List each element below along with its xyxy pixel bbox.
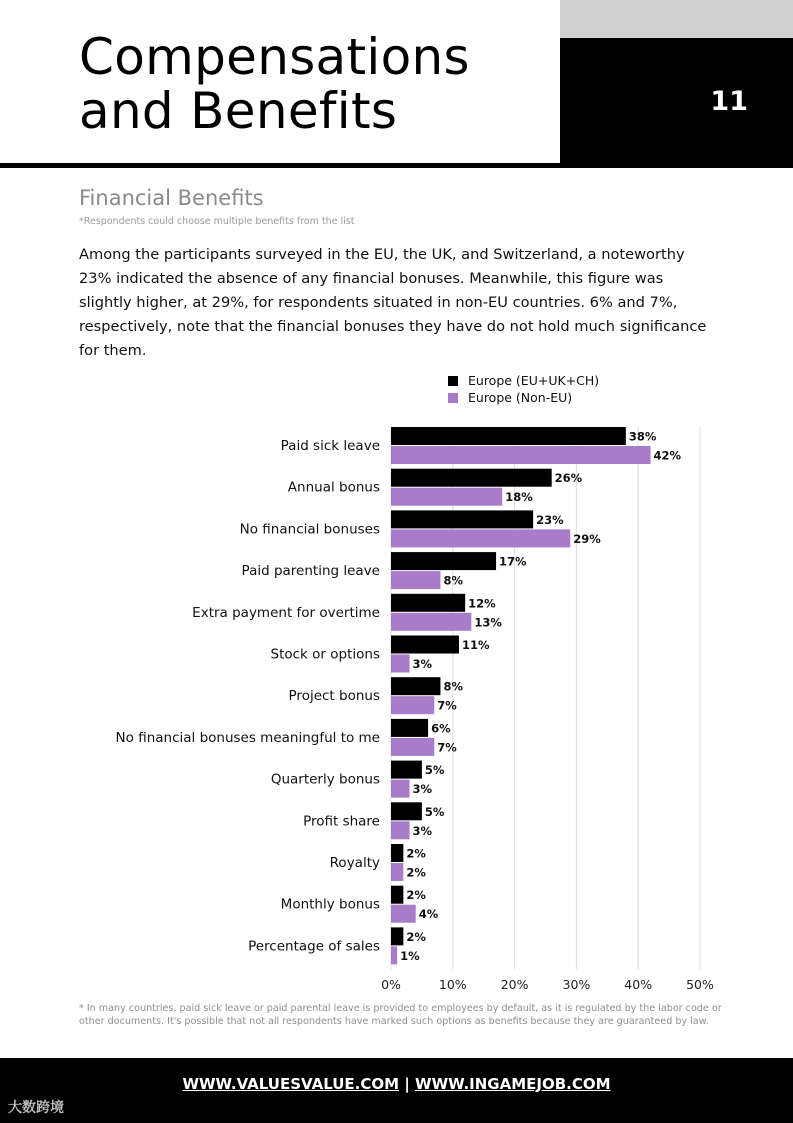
page-title bbox=[79, 30, 470, 138]
bar-series-1 bbox=[391, 886, 403, 904]
bar-series-1 bbox=[391, 844, 403, 862]
data-label: 3% bbox=[412, 657, 433, 671]
footer-link-valuesvalue[interactable]: WWW.VALUESVALUE.COM bbox=[182, 1075, 400, 1093]
page-number: 11 bbox=[710, 86, 748, 117]
intro-paragraph: Among the participants surveyed in the EU, the UK, and Switzerland, a noteworthy 23% indicated the absence of any financial bonuses. Meanwhile, this figure was slightly higher, at 29%, for respondents situated in non-EU countries. 6% and 7%, respectively, note that the financial bonuses they have do not hold much significance for them. bbox=[79, 246, 707, 359]
bar-series-2 bbox=[391, 529, 570, 547]
chart-legend bbox=[448, 372, 599, 406]
data-label: 2% bbox=[406, 865, 426, 880]
x-tick-label: 10% bbox=[438, 977, 467, 993]
category-label: Extra payment for overtime bbox=[192, 604, 380, 621]
data-label: 7% bbox=[437, 740, 457, 755]
data-label: 2% bbox=[406, 888, 426, 903]
data-label: 7% bbox=[437, 698, 457, 713]
data-label: 1% bbox=[400, 948, 420, 963]
x-tick-label: 0% bbox=[381, 977, 401, 993]
x-tick-label: 50% bbox=[686, 977, 714, 993]
category-label: Monthly bonus bbox=[280, 896, 380, 913]
bar-series-2 bbox=[391, 488, 502, 506]
legend-item-series-2 bbox=[448, 389, 599, 406]
data-label: 3% bbox=[412, 782, 433, 797]
bar-series-1 bbox=[391, 510, 533, 528]
section-note: *Respondents could choose multiple benefits from the list bbox=[79, 216, 355, 227]
bar-series-2 bbox=[391, 446, 651, 464]
category-label: Annual bonus bbox=[287, 479, 380, 496]
data-label: 29% bbox=[573, 531, 601, 546]
bar-series-2 bbox=[391, 946, 397, 964]
data-label: 5% bbox=[424, 763, 445, 778]
category-label: Royalty bbox=[329, 855, 380, 871]
data-label: 13% bbox=[474, 615, 502, 630]
data-label: 3% bbox=[412, 823, 433, 838]
bar-series-2 bbox=[391, 655, 410, 673]
footer-separator: | bbox=[404, 1075, 410, 1093]
data-label: 42% bbox=[653, 448, 682, 463]
category-label: Paid sick leave bbox=[280, 438, 380, 454]
data-label: 17% bbox=[499, 554, 527, 569]
bar-series-2 bbox=[391, 571, 440, 589]
data-label: 23% bbox=[536, 512, 564, 527]
category-label: No financial bonuses bbox=[239, 521, 380, 538]
data-label: 8% bbox=[443, 679, 463, 694]
legend-item-series-1 bbox=[448, 372, 599, 389]
bar-series-2 bbox=[391, 613, 471, 631]
category-label: Paid parenting leave bbox=[241, 563, 380, 580]
data-label: 6% bbox=[431, 721, 451, 736]
bar-series-1 bbox=[391, 552, 496, 570]
data-label: 2% bbox=[406, 929, 426, 944]
watermark-logo: 大数跨境 bbox=[8, 1100, 64, 1116]
footnote: * In many countries, paid sick leave or paid parental leave is provided to employees by default, as it is regulated by the labor code or other documents. It's possible that not all respondents have marked such options as benefits because they are guaranteed by law. bbox=[79, 1003, 722, 1027]
data-label: 2% bbox=[406, 846, 426, 861]
legend-swatch-series-2 bbox=[448, 393, 458, 403]
bar-series-2 bbox=[391, 780, 410, 798]
data-label: 11% bbox=[461, 638, 490, 652]
footer-links bbox=[0, 1075, 793, 1093]
legend-label-series-2: Europe (Non-EU) bbox=[468, 390, 573, 405]
data-label: 12% bbox=[468, 596, 496, 611]
category-label: Profit share bbox=[303, 813, 380, 830]
section-title: Financial Benefits bbox=[79, 186, 264, 210]
category-label: Project bonus bbox=[288, 688, 380, 705]
page-title-line-2: and Benefits bbox=[79, 82, 398, 140]
data-label: 26% bbox=[554, 471, 583, 486]
data-label: 8% bbox=[443, 573, 463, 588]
header-gray-block bbox=[560, 0, 793, 38]
x-tick-label: 40% bbox=[624, 977, 653, 993]
bar-series-1 bbox=[391, 761, 422, 779]
category-label: Stock or options bbox=[270, 646, 380, 663]
data-label: 38% bbox=[628, 429, 657, 444]
bar-series-2 bbox=[391, 738, 434, 756]
page-title-line-1: Compensations bbox=[79, 28, 470, 86]
bar-chart bbox=[0, 420, 793, 995]
x-tick-label: 30% bbox=[562, 977, 591, 993]
bar-series-2 bbox=[391, 696, 434, 714]
bar-series-1 bbox=[391, 636, 459, 654]
bar-series-1 bbox=[391, 594, 465, 612]
bar-series-1 bbox=[391, 677, 440, 695]
bar-series-1 bbox=[391, 927, 403, 945]
data-label: 5% bbox=[424, 804, 445, 819]
bar-series-2 bbox=[391, 863, 403, 881]
bar-series-1 bbox=[391, 427, 626, 445]
bar-series-2 bbox=[391, 905, 416, 923]
category-label: No financial bonuses meaningful to me bbox=[115, 729, 380, 746]
legend-label-series-1: Europe (EU+UK+CH) bbox=[468, 373, 600, 388]
bar-series-1 bbox=[391, 802, 422, 820]
footer-link-ingamejob[interactable]: WWW.INGAMEJOB.COM bbox=[415, 1075, 611, 1093]
category-label: Quarterly bonus bbox=[270, 771, 380, 788]
data-label: 18% bbox=[505, 490, 533, 505]
title-underline bbox=[0, 163, 560, 168]
bar-series-1 bbox=[391, 719, 428, 737]
category-label: Percentage of sales bbox=[248, 938, 380, 955]
legend-swatch-series-1 bbox=[448, 376, 458, 386]
data-label: 4% bbox=[418, 907, 439, 922]
bar-series-2 bbox=[391, 821, 410, 839]
bar-series-1 bbox=[391, 469, 552, 487]
footer-bar bbox=[0, 1058, 793, 1123]
x-tick-label: 20% bbox=[500, 977, 529, 993]
